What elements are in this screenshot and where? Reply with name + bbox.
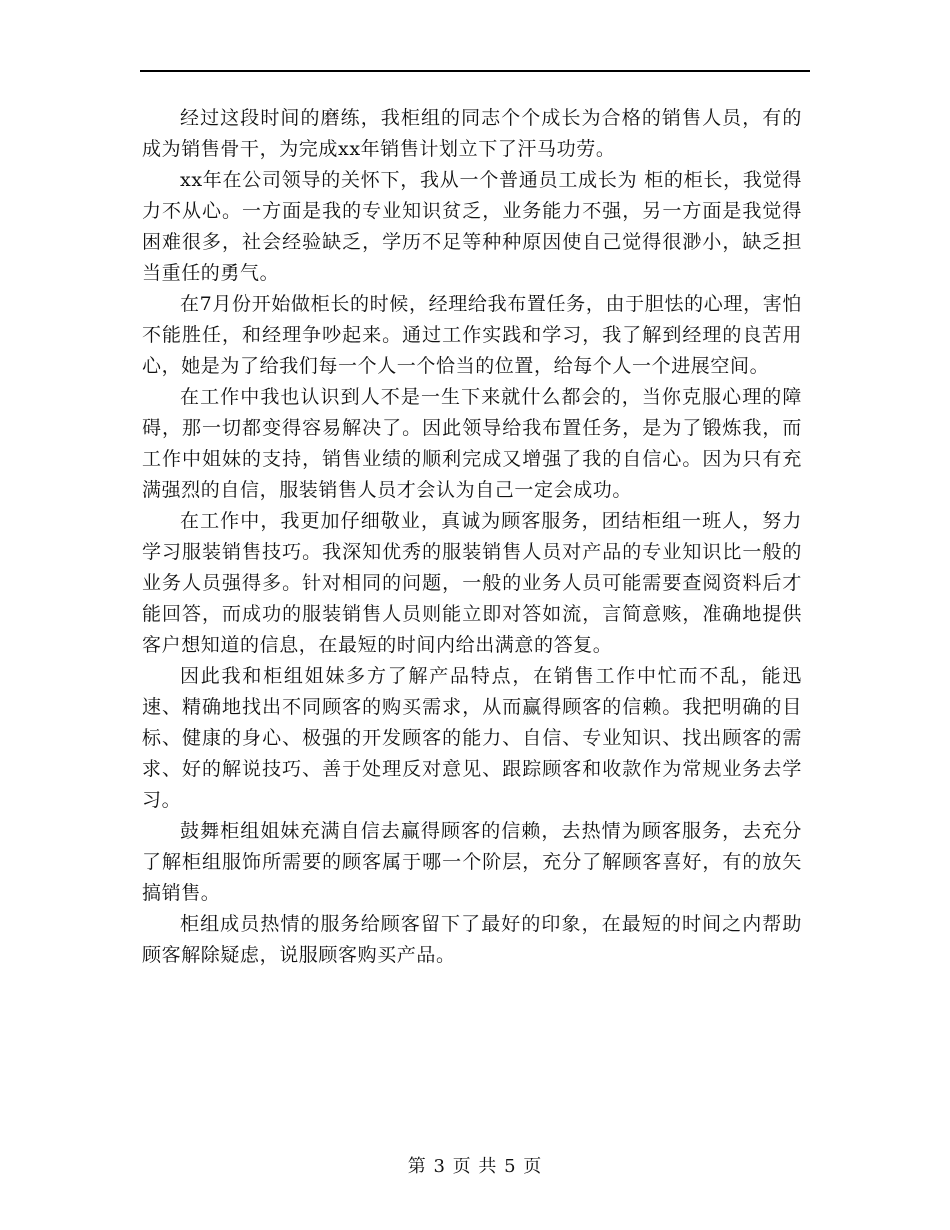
paragraph: 鼓舞柜组姐妹充满自信去赢得顾客的信赖，去热情为顾客服务，去充分了解柜组服饰所需要的顾客属于哪一个阶层，充分了解顾客喜好，有的放矢搞销售。 — [142, 820, 802, 904]
page-number-footer: 第 3 页 共 5 页 — [407, 1156, 543, 1177]
paragraph: 因此我和柜组姐妹多方了解产品特点，在销售工作中忙而不乱，能迅速、精确地找出不同顾客的购买需求，从而赢得顾客的信赖。我把明确的目标、健康的身心、极强的开发顾客的能力、自信、专业知识、找出顾客的需求、好的解说技巧、善于处理反对意见、跟踪顾客和收款作为常规业务去学习。 — [142, 665, 802, 811]
header-rule — [140, 70, 810, 72]
paragraph: 经过这段时间的磨练，我柜组的同志个个成长为合格的销售人员，有的成为销售骨干，为完成xx年销售计划立下了汗马功劳。 — [142, 107, 802, 160]
paragraph: xx年在公司领导的关怀下，我从一个普通员工成长为 柜的柜长，我觉得力不从心。一方面是我的专业知识贫乏，业务能力不强，另一方面是我觉得困难很多，社会经验缺乏，学历不足等种种原因使自己觉得很渺小，缺乏担当重任的勇气。 — [142, 169, 802, 284]
paragraph: 在工作中我也认识到人不是一生下来就什么都会的，当你克服心理的障碍，那一切都变得容易解决了。因此领导给我布置任务，是为了锻炼我，而工作中姐妹的支持，销售业绩的顺利完成又增强了我的自信心。因为只有充满强烈的自信，服装销售人员才会认为自己一定会成功。 — [142, 386, 802, 501]
paragraph: 在工作中，我更加仔细敬业，真诚为顾客服务，团结柜组一班人，努力学习服装销售技巧。我深知优秀的服装销售人员对产品的专业知识比一般的业务人员强得多。针对相同的问题，一般的业务人员可能需要查阅资料后才能回答，而成功的服装销售人员则能立即对答如流，言简意赅，准确地提供客户想知道的信息，在最短的时间内给出满意的答复。 — [142, 510, 802, 656]
paragraph: 柜组成员热情的服务给顾客留下了最好的印象，在最短的时间之内帮助顾客解除疑虑，说服顾客购买产品。 — [142, 913, 802, 966]
document-body — [142, 103, 802, 971]
paragraph: 在7月份开始做柜长的时候，经理给我布置任务，由于胆怯的心理，害怕不能胜任，和经理争吵起来。通过工作实践和学习，我了解到经理的良苦用心，她是为了给我们每一个人一个恰当的位置，给每个人一个进展空间。 — [142, 293, 802, 377]
